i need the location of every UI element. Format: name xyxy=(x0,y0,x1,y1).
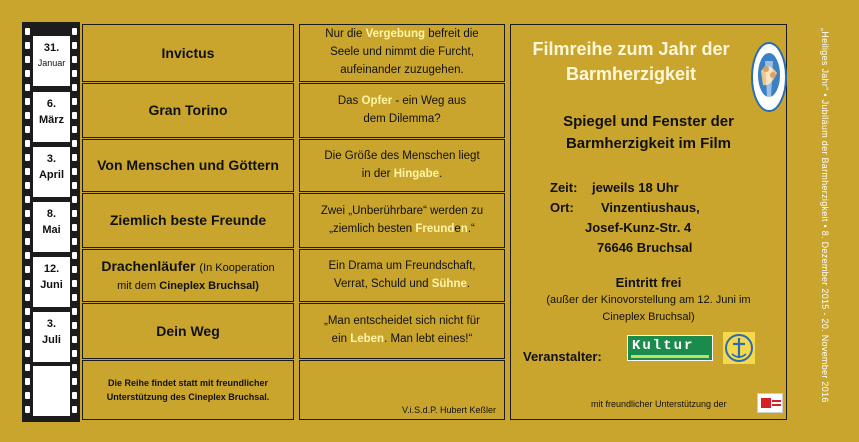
admission-note-line: Cineplex Bruchsal) xyxy=(602,310,695,323)
film-title: Dein Weg xyxy=(156,322,220,339)
location-line: Vinzentiushaus, xyxy=(601,200,700,215)
date-day: 3. xyxy=(46,318,57,330)
film-sprocket-hole xyxy=(72,56,77,63)
highlight-word: Hingabe xyxy=(393,167,440,180)
film-sprocket-hole xyxy=(25,336,30,343)
film-sprocket-hole xyxy=(25,98,30,105)
date-frame xyxy=(33,257,70,307)
film-sprocket-hole xyxy=(72,98,77,105)
quote: „Man entscheidet sich nicht für ein Leben. Man lebt eines!“ xyxy=(324,315,480,345)
info-panel xyxy=(510,24,787,420)
film-title-cell xyxy=(82,139,294,192)
film-sprocket-hole xyxy=(25,84,30,91)
film-sprocket-hole xyxy=(25,294,30,301)
film-sprocket-hole xyxy=(72,28,77,35)
film-sprocket-hole xyxy=(72,308,77,315)
film-sprocket-hole xyxy=(25,168,30,175)
film-sprocket-hole xyxy=(25,140,30,147)
quote: Nur die Vergebung befreit die Seele und nimmt die Furcht, aufeinander zuzugehen. xyxy=(325,28,479,76)
film-sprocket-hole xyxy=(72,364,77,371)
kolping-logo xyxy=(723,332,755,364)
series-subtitle-line: Barmherzigkeit im Film xyxy=(565,134,732,152)
quote: Ein Drama um Freundschaft, Verrat, Schuld und Sühne. xyxy=(328,259,476,290)
film-sprocket-hole xyxy=(25,224,30,231)
support-text: mit freundlicher Unterstützung der xyxy=(591,399,727,409)
date-day: 8. xyxy=(46,208,57,220)
film-sprocket-hole xyxy=(72,294,77,301)
film-sprocket-hole xyxy=(25,378,30,385)
film-title: Gran Torino xyxy=(148,102,228,119)
film-sprocket-hole xyxy=(25,210,30,217)
quote: Das Opfer - ein Weg aus dem Dilemma? xyxy=(337,94,467,125)
location-label: Ort: xyxy=(550,200,574,215)
date-month: Juni xyxy=(40,279,63,291)
quote-cell xyxy=(299,139,505,192)
film-sprocket-hole xyxy=(25,154,30,161)
date-month: April xyxy=(38,169,65,181)
film-sprocket-hole xyxy=(72,280,77,287)
highlight-word: Opfer xyxy=(361,94,393,107)
location-line: 76646 Bruchsal xyxy=(597,240,693,255)
time-value: jeweils 18 Uhr xyxy=(592,180,679,195)
film-sprocket-hole xyxy=(25,406,30,413)
support-note-line: Die Reihe findet statt mit freundlicher xyxy=(107,377,269,388)
film-sprocket-hole xyxy=(25,308,30,315)
support-note-cell xyxy=(82,360,294,420)
date-frame xyxy=(33,202,70,252)
film-strip xyxy=(22,22,80,422)
date-frame xyxy=(33,92,70,142)
film-sprocket-hole xyxy=(72,238,77,245)
date-frame xyxy=(33,312,70,362)
film-sprocket-hole xyxy=(72,168,77,175)
kultur-logo-text: Kultur xyxy=(632,338,695,354)
film-sprocket-hole xyxy=(25,126,30,133)
film-sprocket-hole xyxy=(25,70,30,77)
film-sprocket-hole xyxy=(72,224,77,231)
series-subtitle xyxy=(511,111,786,155)
film-sprocket-hole xyxy=(72,196,77,203)
film-note-bold: Cineplex Bruchsal) xyxy=(159,279,259,292)
series-title-line: Filmreihe zum Jahr der xyxy=(532,39,730,59)
quote-cell xyxy=(299,83,505,138)
film-title-cell xyxy=(82,249,294,302)
film-sprocket-hole xyxy=(72,406,77,413)
support-note xyxy=(107,376,270,405)
series-title xyxy=(511,37,751,87)
film-sprocket-hole xyxy=(72,154,77,161)
vertical-tagline xyxy=(812,28,842,418)
kultur-logo xyxy=(627,335,713,361)
date-day: 12. xyxy=(43,263,60,275)
film-sprocket-hole xyxy=(72,266,77,273)
time-label: Zeit: xyxy=(550,180,578,195)
film-sprocket-hole xyxy=(72,252,77,259)
date-day: 31. xyxy=(43,42,60,54)
date-month: Juli xyxy=(42,334,61,346)
film-sprocket-hole xyxy=(72,350,77,357)
film-sprocket-hole xyxy=(25,238,30,245)
film-sprocket-hole xyxy=(72,392,77,399)
location-line: Josef-Kunz-Str. 4 xyxy=(585,220,692,235)
film-sprocket-hole xyxy=(25,364,30,371)
film-title-cell xyxy=(82,24,294,82)
film-title-cell xyxy=(82,83,294,138)
highlight-word: n xyxy=(460,222,468,235)
film-sprocket-hole xyxy=(72,140,77,147)
film-sprocket-hole xyxy=(25,196,30,203)
film-sprocket-hole xyxy=(72,210,77,217)
quote: Die Größe des Menschen liegt in der Hingabe. xyxy=(324,149,480,180)
highlight-word: Vergebung xyxy=(365,28,425,41)
year-of-mercy-logo xyxy=(751,41,787,113)
film-title: Ziemlich beste Freunde xyxy=(109,212,267,229)
film-sprocket-hole xyxy=(72,336,77,343)
film-sprocket-hole xyxy=(25,252,30,259)
film-title-cell xyxy=(82,193,294,248)
film-sprocket-hole xyxy=(72,378,77,385)
quote: Zwei „Unberührbare“ werden zu „ziemlich besten Freunden.“ xyxy=(320,204,484,235)
film-sprocket-hole xyxy=(25,182,30,189)
film-sprocket-hole xyxy=(72,42,77,49)
date-day: 3. xyxy=(46,153,57,165)
film-sprocket-hole xyxy=(25,280,30,287)
quote-cell xyxy=(299,303,505,359)
film-sprocket-hole xyxy=(25,112,30,119)
date-month: Januar xyxy=(37,58,66,68)
film-sprocket-hole xyxy=(72,126,77,133)
film-sprocket-hole xyxy=(72,84,77,91)
film-sprocket-hole xyxy=(25,56,30,63)
quote-cell xyxy=(299,249,505,302)
empty-frame xyxy=(33,366,70,416)
series-title-line: Barmherzigkeit xyxy=(565,64,697,85)
film-sprocket-hole xyxy=(25,322,30,329)
film-sprocket-hole xyxy=(25,266,30,273)
admission-note-line: (außer der Kinovorstellung am 12. Juni im xyxy=(546,294,751,306)
date-month: Mai xyxy=(42,224,61,236)
film-note: mit dem xyxy=(117,279,160,292)
film-sprocket-hole xyxy=(72,322,77,329)
film-sprocket-hole xyxy=(25,28,30,35)
organizer-label: Veranstalter: xyxy=(523,349,602,364)
highlight-word: Leben xyxy=(350,333,385,345)
visdp-cell xyxy=(299,360,505,420)
highlight-word: Sühne xyxy=(431,277,467,290)
film-sprocket-hole xyxy=(25,392,30,399)
film-title: Von Menschen und Göttern xyxy=(97,157,279,174)
series-subtitle-line: Spiegel und Fenster der xyxy=(563,113,734,130)
sponsor-logo xyxy=(757,393,783,413)
film-title-cell xyxy=(82,303,294,359)
film-title: Invictus xyxy=(161,44,215,61)
film-sprocket-hole xyxy=(72,70,77,77)
quote-cell xyxy=(299,193,505,248)
date-frame xyxy=(33,147,70,197)
highlight-word: Freund xyxy=(415,222,455,235)
date-frame xyxy=(33,36,70,86)
date-day: 6. xyxy=(46,98,57,110)
film-sprocket-hole xyxy=(25,42,30,49)
visdp: V.i.S.d.P. Hubert Keßler xyxy=(401,405,496,415)
film-title-block xyxy=(101,258,274,292)
film-note: (In Kooperation xyxy=(199,262,275,275)
film-sprocket-hole xyxy=(72,182,77,189)
film-sprocket-hole xyxy=(72,112,77,119)
film-sprocket-hole xyxy=(25,350,30,357)
admission: Eintritt frei xyxy=(615,275,682,290)
quote-cell xyxy=(299,24,505,82)
date-month: März xyxy=(38,114,65,126)
admission-note xyxy=(511,292,786,325)
film-title: Drachenläufer xyxy=(101,258,196,275)
support-note-line: Unterstützung des Cineplex Bruchsal. xyxy=(106,392,270,402)
vertical-tagline-text: „Heiliges Jahr“ • Jubiläum der Barmherzigkeit • 8. Dezember 2015 - 20. November 2016 xyxy=(820,28,830,403)
